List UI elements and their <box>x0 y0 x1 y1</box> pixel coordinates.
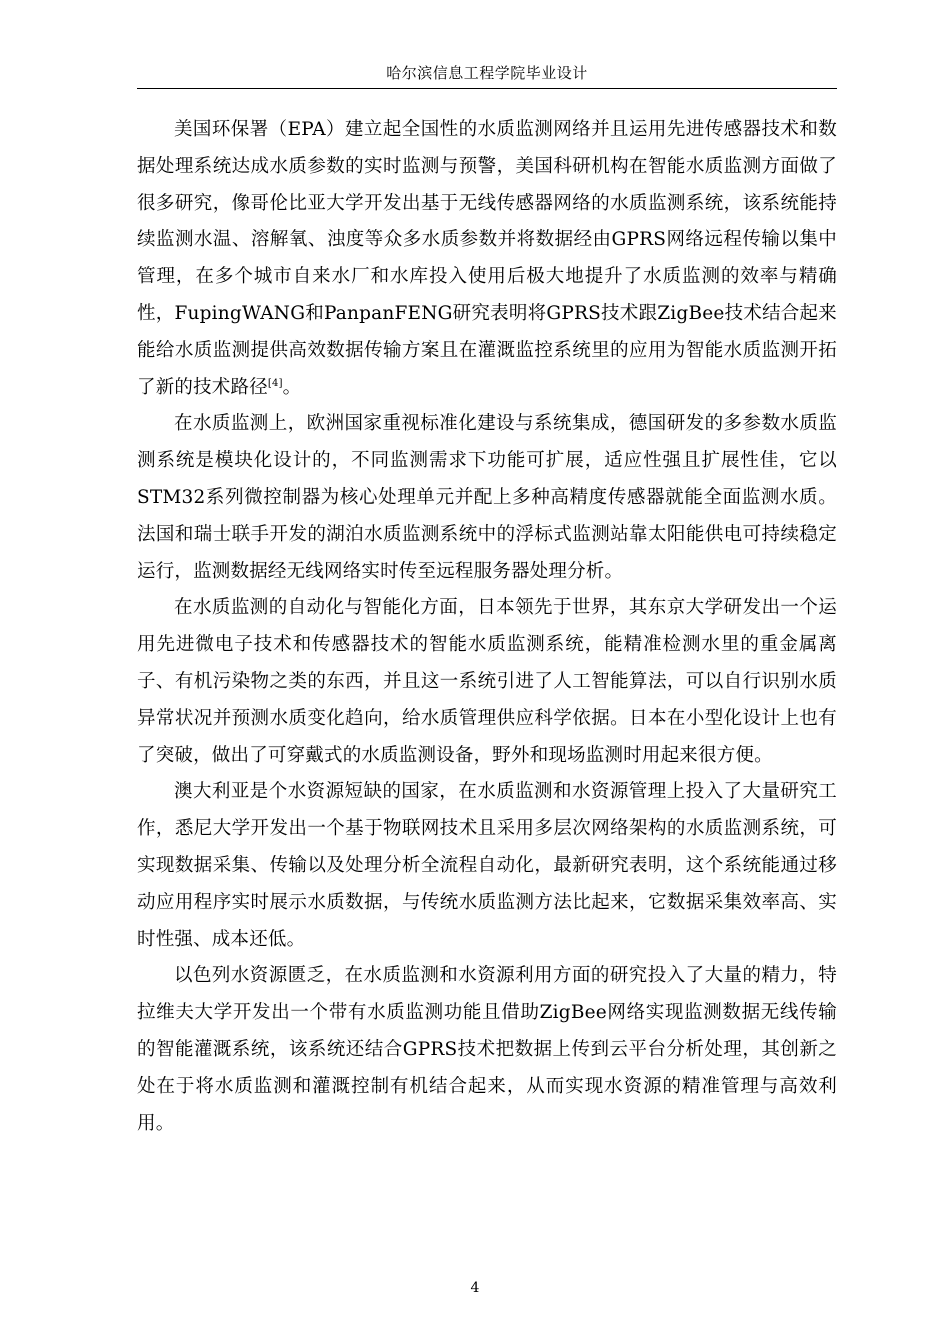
page-number: 4 <box>470 1280 480 1296</box>
document-body <box>137 112 837 1142</box>
citation-marker: [4] <box>267 377 283 389</box>
paragraph-australia: 澳大利亚是个水资源短缺的国家，在水质监测和水资源管理上投入了大量研究工作，悉尼大学开发出一个基于物联网技术且采用多层次网络架构的水质监测系统，可实现数据采集、传输以及处理分析全流程自动化，最新研究表明，这个系统能通过移动应用程序实时展示水质数据，与传统水质监测方法比起来，它数据采集效率高、实时性强、成本还低。 <box>137 781 837 950</box>
paragraph-text: 美国环保署（EPA）建立起全国性的水质监测网络并且运用先进传感器技术和数据处理系统达成水质参数的实时监测与预警，美国科研机构在智能水质监测方面做了很多研究，像哥伦比亚大学开发出基于无线传感器网络的水质监测系统，该系统能持续监测水温、溶解氧、浊度等众多水质参数并将数据经由GPRS网络远程传输以集中管理，在多个城市自来水厂和水库投入使用后极大地提升了水质监测的效率与精确性，FupingWANG和PanpanFENG研究表明将GPRS技术跟ZigBee技术结合起来能给水质监测提供高效数据传输方案且在灌溉监控系统里的应用为智能水质监测开拓了新的技术路径 <box>137 119 837 398</box>
page-header-title: 哈尔滨信息工程学院毕业设计 <box>386 64 588 82</box>
paragraph-tail: 。 <box>282 376 302 398</box>
paragraph-israel: 以色列水资源匮乏，在水质监测和水资源利用方面的研究投入了大量的精力，特拉维夫大学开发出一个带有水质监测功能且借助ZigBee网络实现监测数据无线传输的智能灌溉系统，该系统还结合GPRS技术把数据上传到云平台分析处理，其创新之处在于将水质监测和灌溉控制有机结合起来，从而实现水资源的精准管理与高效利用。 <box>137 965 837 1134</box>
header-rule <box>137 88 837 89</box>
paragraph-europe: 在水质监测上，欧洲国家重视标准化建设与系统集成，德国研发的多参数水质监测系统是模块化设计的，不同监测需求下功能可扩展，适应性强且扩展性佳，它以STM32系列微控制器为核心处理单元并配上多种高精度传感器就能全面监测水质。法国和瑞士联手开发的湖泊水质监测系统中的浮标式监测站靠太阳能供电可持续稳定运行，监测数据经无线网络实时传至远程服务器处理分析。 <box>137 413 837 582</box>
paragraph-japan: 在水质监测的自动化与智能化方面，日本领先于世界，其东京大学研发出一个运用先进微电子技术和传感器技术的智能水质监测系统，能精准检测水里的重金属离子、有机污染物之类的东西，并且这一系统引进了人工智能算法，可以自行识别水质异常状况并预测水质变化趋向，给水质管理供应科学依据。日本在小型化设计上也有了突破，做出了可穿戴式的水质监测设备，野外和现场监测时用起来很方便。 <box>137 597 837 766</box>
paragraph-usa <box>137 112 837 406</box>
